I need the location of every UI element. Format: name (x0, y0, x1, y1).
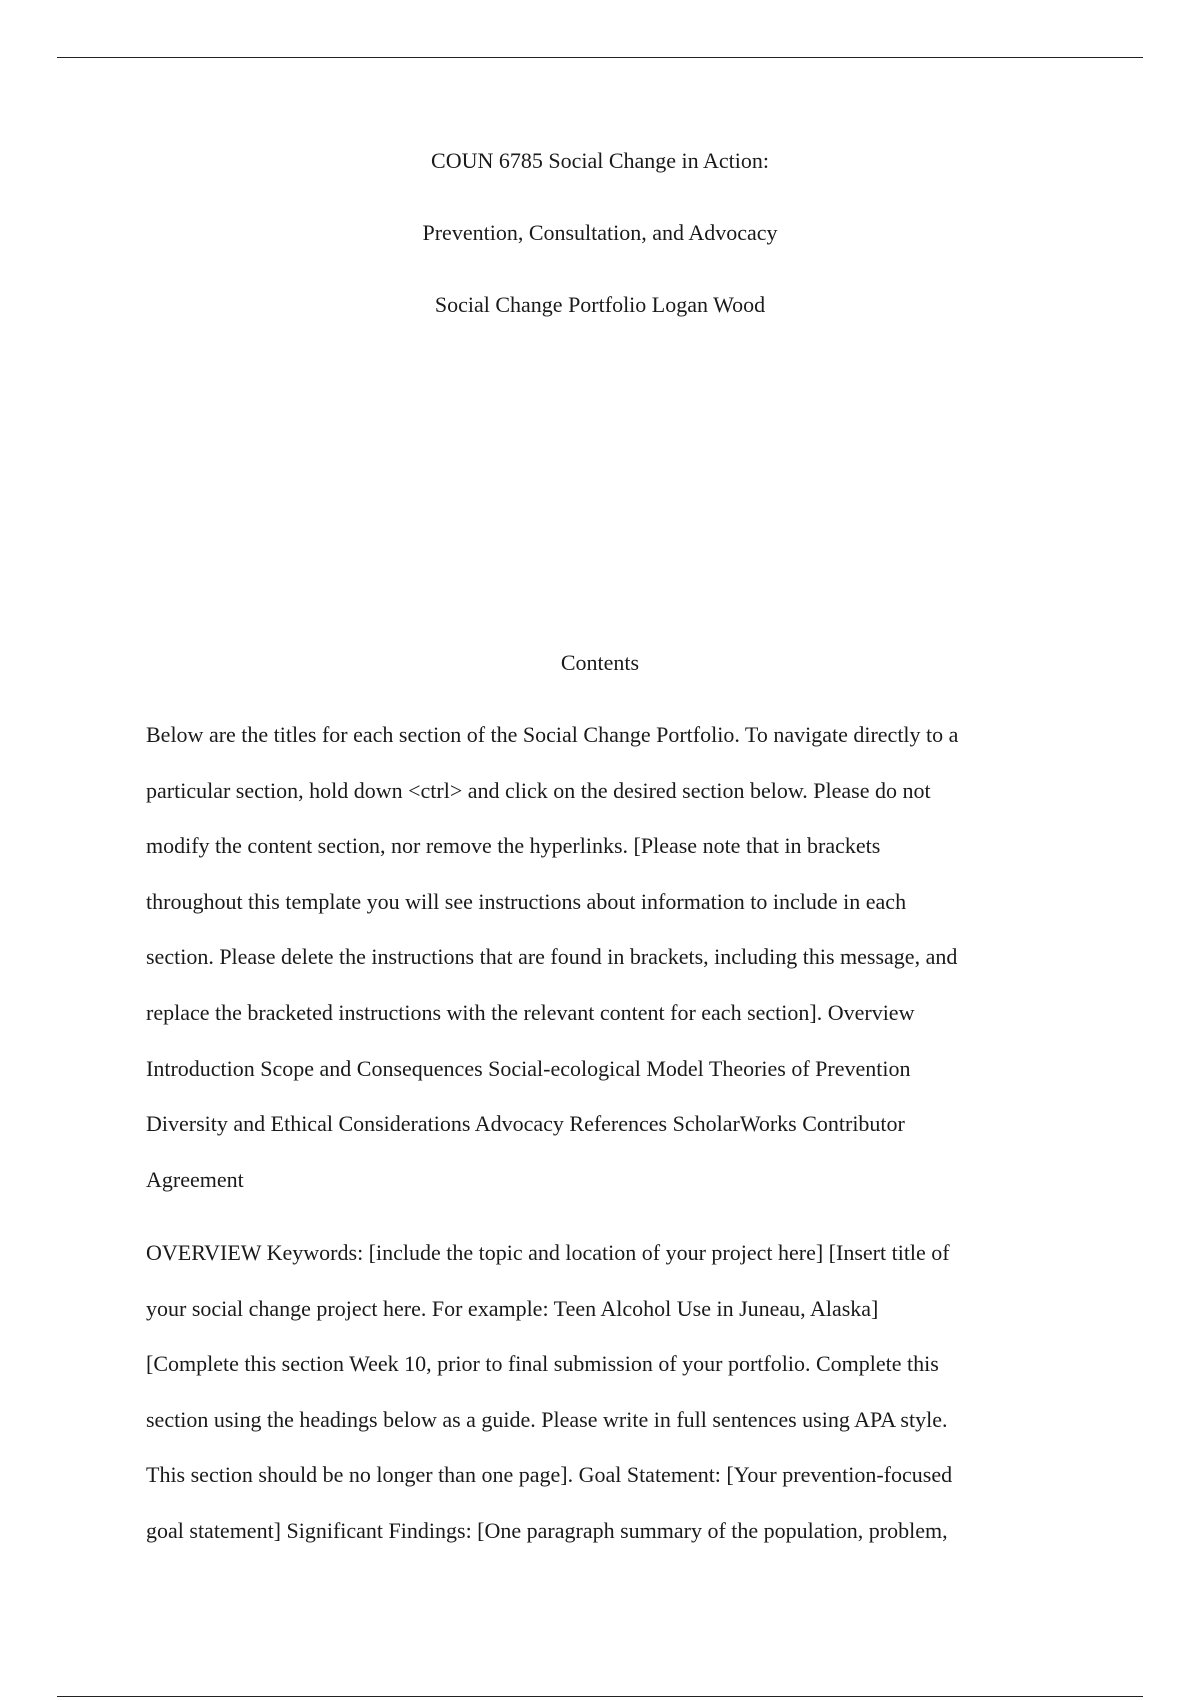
paragraph-line: Diversity and Ethical Considerations Advocacy References ScholarWorks Contributor (146, 1111, 905, 1137)
paragraph-line: Agreement (146, 1166, 244, 1192)
portfolio-author-line: Social Change Portfolio Logan Wood (434, 292, 766, 317)
course-title: COUN 6785 Social Change in Action: (431, 148, 769, 173)
paragraph-line: Introduction Scope and Consequences Social-ecological Model Theories of Prevention (146, 1055, 911, 1081)
bottom-rule (57, 1696, 1143, 1697)
course-subtitle: Prevention, Consultation, and Advocacy (422, 220, 778, 245)
title-block (0, 143, 1200, 359)
paragraph-line: your social change project here. For example: Teen Alcohol Use in Juneau, Alaska] (146, 1295, 879, 1321)
paragraph-line: OVERVIEW Keywords: [include the topic and location of your project here] [Insert title of (146, 1240, 950, 1265)
paragraph-line: throughout this template you will see instructions about information to include in each (146, 888, 907, 914)
paragraph-line: This section should be no longer than one page]. Goal Statement: [Your prevention-focused (146, 1462, 953, 1488)
intro-paragraph (146, 720, 1062, 1220)
paragraph-line: section. Please delete the instructions that are found in brackets, including this message, and (146, 944, 958, 970)
top-rule (57, 57, 1143, 58)
paragraph-line: Below are the titles for each section of the Social Change Portfolio. To navigate directly to a (146, 722, 959, 747)
paragraph-line: [Complete this section Week 10, prior to final submission of your portfolio. Complete this (146, 1351, 939, 1377)
contents-heading: Contents (560, 650, 640, 675)
paragraph-line: modify the content section, nor remove the hyperlinks. [Please note that in brackets (146, 833, 881, 859)
paragraph-line: goal statement] Significant Findings: [One paragraph summary of the population, problem, (146, 1517, 948, 1543)
paragraph-line: particular section, hold down <ctrl> and click on the desired section below. Please do not (146, 777, 931, 803)
paragraph-line: replace the bracketed instructions with the relevant content for each section]. Overview (146, 999, 915, 1025)
paragraph-line: section using the headings below as a guide. Please write in full sentences using APA style. (146, 1406, 948, 1432)
overview-paragraph (146, 1238, 1062, 1572)
